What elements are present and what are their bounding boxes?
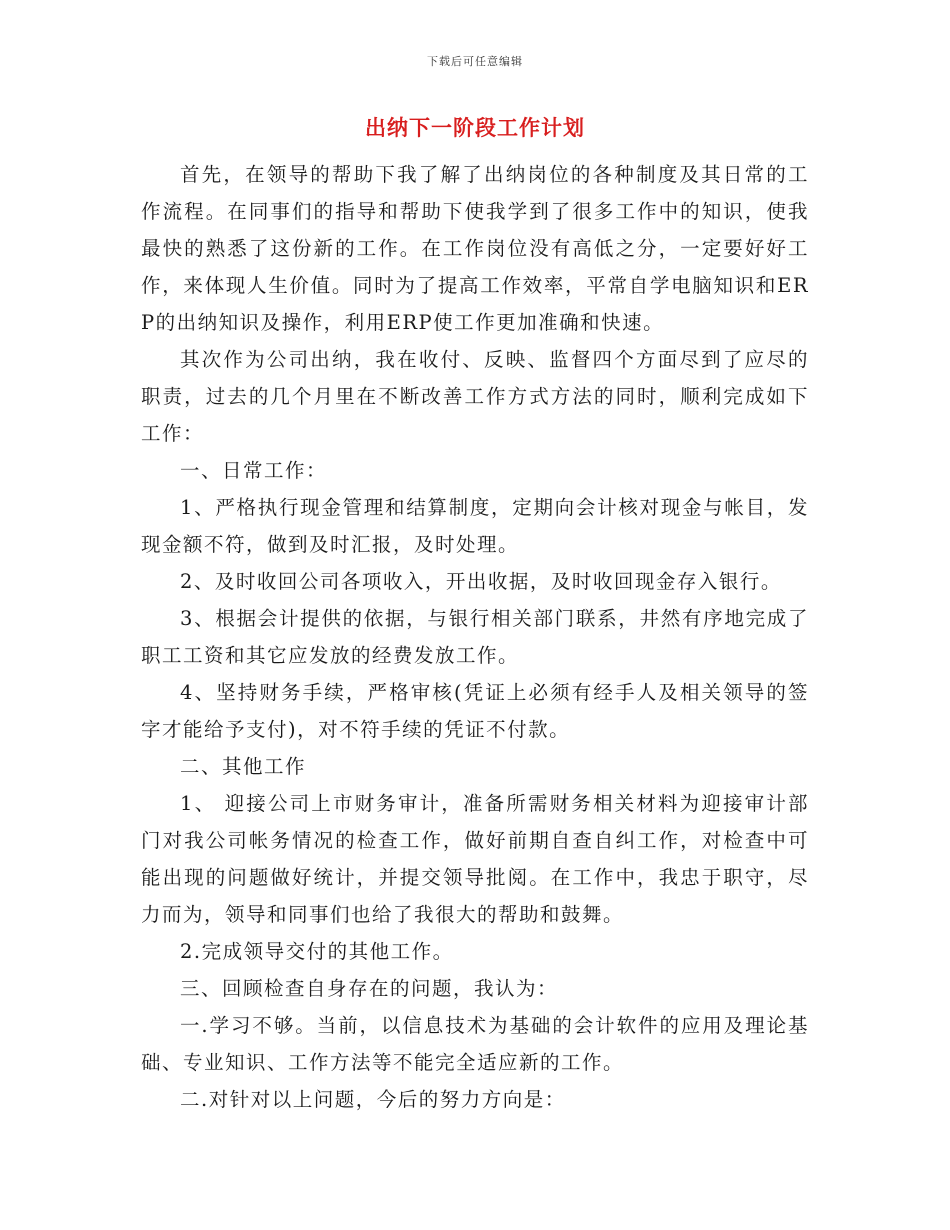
review-item-2: 二.对针对以上问题，今后的努力方向是： [180,1088,566,1111]
list-item-daily-4: 4、坚持财务手续，严格审核(凭证上必须有经手人及相关领导的签字才能给予支付)，对不符手续的凭证不付款。 [141,681,809,741]
review-item-1: 一.学习不够。当前，以信息技术为基础的会计软件的应用及理论基础、专业知识、工作方法等不能完全适应新的工作。 [141,1014,809,1074]
paragraph-duties: 其次作为公司出纳，我在收付、反映、监督四个方面尽到了应尽的职责，过去的几个月里在不断改善工作方式方法的同时，顺利完成如下工作： [141,348,809,445]
list-item-other-1: 1、 迎接公司上市财务审计，准备所需财务相关材料为迎接审计部门对我公司帐务情况的检查工作，做好前期自查自纠工作，对检查中可能出现的问题做好统计，并提交领导批阅。在工作中，我忠于职守，尽力而为，领导和同事们也给了我很大的帮助和鼓舞。 [141,792,809,926]
list-item-other-2: 2.完成领导交付的其他工作。 [180,940,454,963]
paragraph-intro: 首先，在领导的帮助下我了解了出纳岗位的各种制度及其日常的工作流程。在同事们的指导和帮助下使我学到了很多工作中的知识，使我最快的熟悉了这份新的工作。在工作岗位没有高低之分，一定要好好工作，来体现人生价值。同时为了提高工作效率，平常自学电脑知识和ERP的出纳知识及操作，利用ERP使工作更加准确和快速。 [141,163,809,334]
section-heading-daily-work: 一、日常工作： [180,459,328,482]
document-body [141,156,809,1118]
document-title: 出纳下一阶段工作计划 [365,115,585,140]
section-heading-review: 三、回顾检查自身存在的问题，我认为： [180,977,559,1000]
header-note: 下载后可任意编辑 [427,55,523,68]
list-item-daily-2: 2、及时收回公司各项收入，开出收据，及时收回现金存入银行。 [180,570,782,593]
list-item-daily-3: 3、根据会计提供的依据，与银行相关部门联系，井然有序地完成了职工工资和其它应发放的经费发放工作。 [141,607,809,667]
section-heading-other-work: 二、其他工作 [180,755,307,778]
list-item-daily-1: 1、严格执行现金管理和结算制度，定期向会计核对现金与帐目，发现金额不符，做到及时汇报，及时处理。 [141,496,809,556]
